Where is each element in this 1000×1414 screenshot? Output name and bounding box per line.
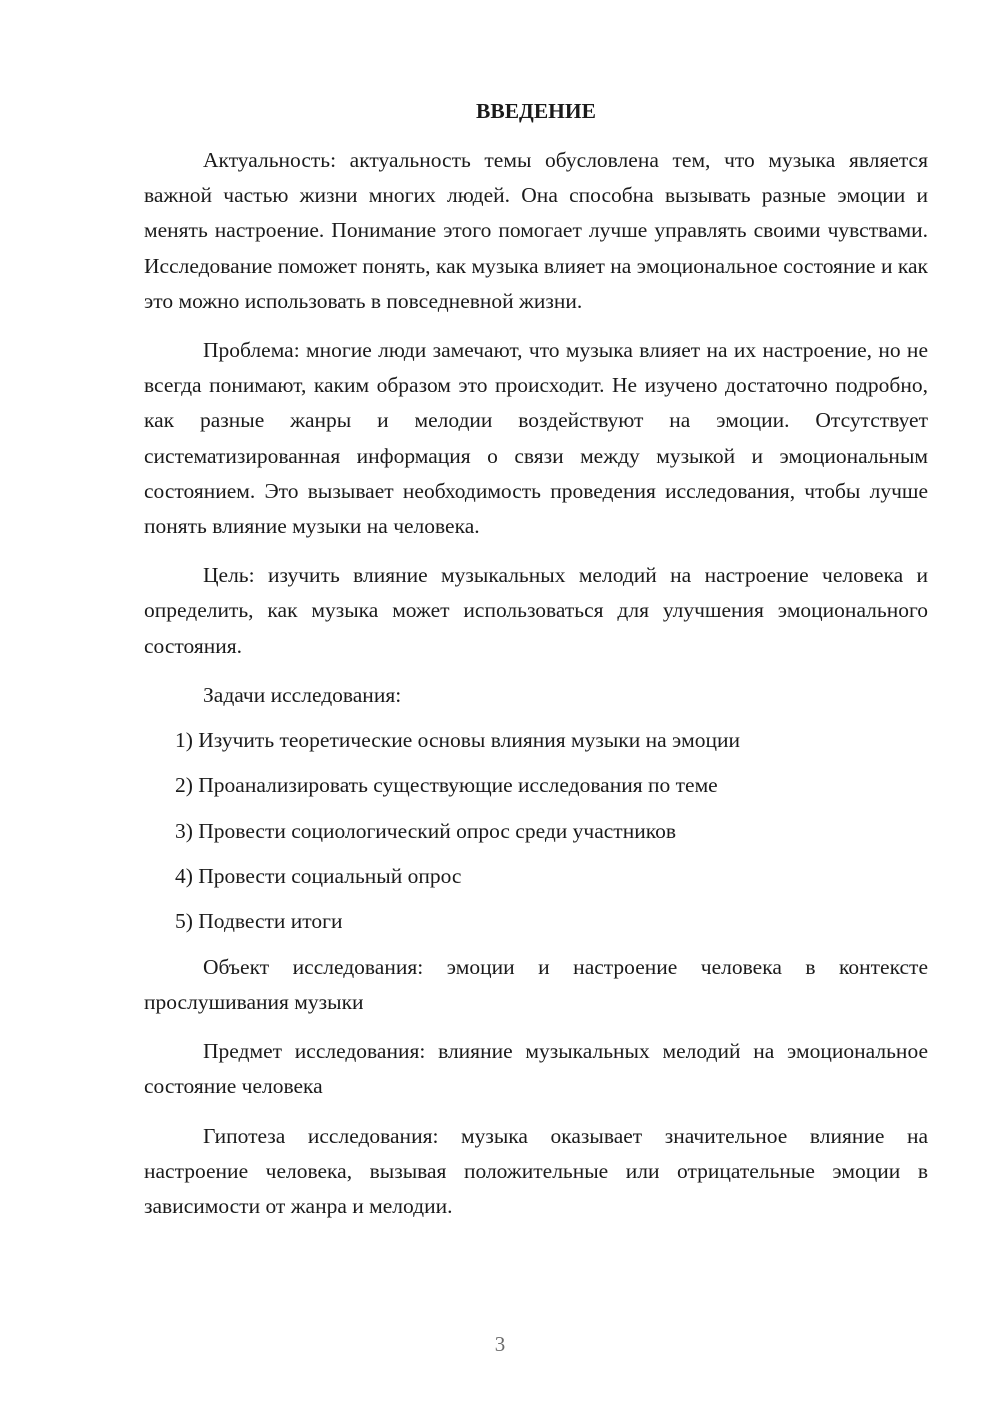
list-item: 2) Проанализировать существующие исследования по теме (175, 773, 718, 798)
page-title: ВВЕДЕНИЕ (476, 99, 596, 123)
page-number: 3 (494, 1332, 506, 1356)
paragraph-hypothesis: Гипотеза исследования: музыка оказывает значительное влияние на настроение человека, вызывая положительные или отрицательные эмоции в зависимости от жанра и мелодии. (144, 1123, 928, 1219)
paragraph-goal: Цель: изучить влияние музыкальных мелодий на настроение человека и определить, как музыка может использоваться для улучшения эмоционального состояния. (144, 563, 928, 658)
tasks-heading: Задачи исследования: (203, 682, 402, 707)
paragraph-subject: Предмет исследования: влияние музыкальных мелодий на эмоциональное состояние человека (144, 1039, 928, 1099)
list-item: 5) Подвести итоги (175, 909, 343, 934)
list-item: 4) Провести социальный опрос (175, 864, 462, 889)
paragraph-relevance: Актуальность: актуальность темы обусловлена тем, что музыка является важной частью жизни многих людей. Она способна вызывать разные эмоции и менять настроение. Понимание этого помогает лучше управлять своими чувствами. Исследование поможет понять, как музыка влияет на эмоциональное состояние и как это можно использовать в повседневной жизни. (144, 148, 928, 313)
tasks-list (144, 723, 928, 940)
page-content (144, 94, 928, 1238)
paragraph-object: Объект исследования: эмоции и настроение человека в контексте прослушивания музыки (144, 954, 928, 1014)
list-item: 1) Изучить теоретические основы влияния музыки на эмоции (175, 727, 740, 752)
paragraph-problem: Проблема: многие люди замечают, что музыка влияет на их настроение, но не всегда понимают, каким образом это происходит. Не изучено достаточно подробно, как разные жанры и мелодии воздействуют на эмоции. Отсутствует систематизированная информация о связи между музыкой и эмоциональным состоянием. Это вызывает необходимость проведения исследования, чтобы лучше понять влияние музыки на человека. (144, 338, 928, 539)
list-item: 3) Провести социологический опрос среди участников (175, 818, 676, 843)
